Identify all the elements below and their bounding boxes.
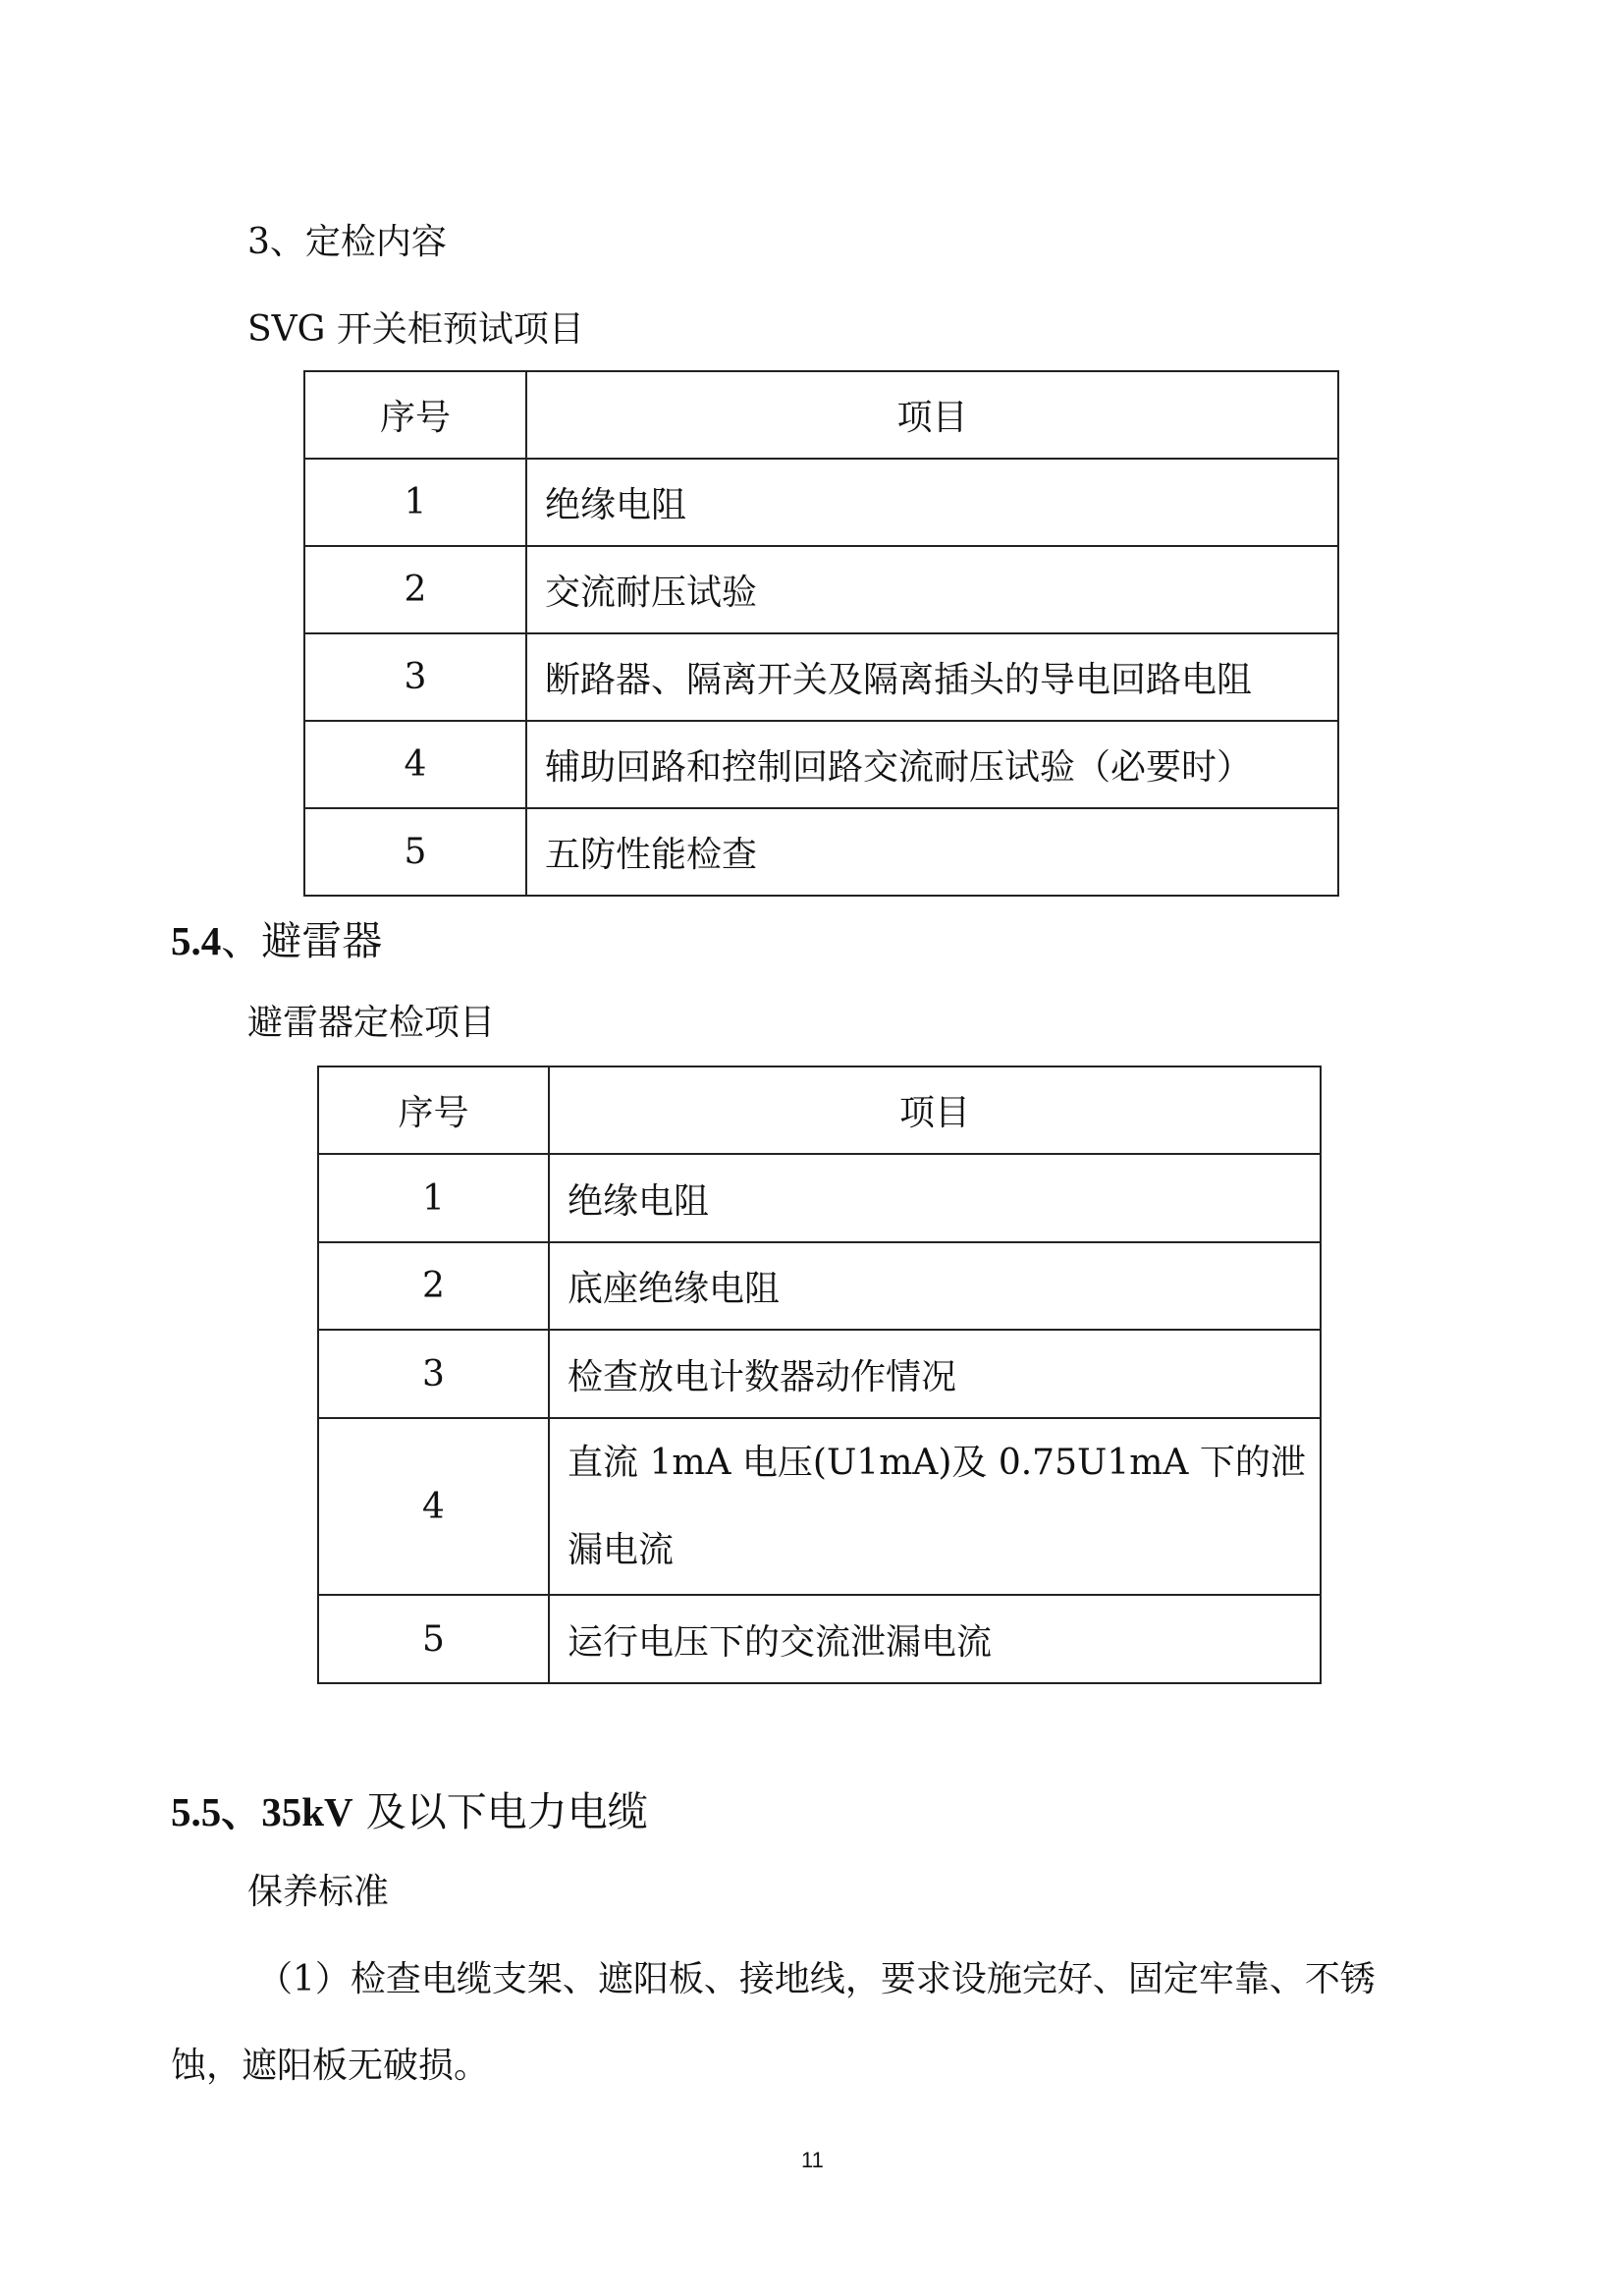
table-row xyxy=(304,808,1338,896)
maintenance-standard-label: 保养标准 xyxy=(247,1872,390,1912)
table-row xyxy=(304,721,1338,808)
section-number: 5.5、35kV xyxy=(171,1789,353,1834)
section-number: 5.4 xyxy=(171,918,222,963)
page-number: 11 xyxy=(801,2148,824,2172)
row-number: 4 xyxy=(318,1418,549,1595)
table-row xyxy=(318,1154,1321,1242)
column-header-item: 项目 xyxy=(549,1066,1321,1154)
svg-test-table xyxy=(303,370,1339,897)
table-row xyxy=(304,459,1338,546)
row-item: 绝缘电阻 xyxy=(526,459,1338,546)
row-item: 绝缘电阻 xyxy=(549,1154,1321,1242)
row-item: 底座绝缘电阻 xyxy=(549,1242,1321,1330)
section-5-4-heading xyxy=(171,908,382,966)
column-header-no: 序号 xyxy=(318,1066,549,1154)
arrester-table-caption: 避雷器定检项目 xyxy=(247,1003,496,1043)
table-row xyxy=(318,1330,1321,1418)
table-header-row xyxy=(318,1066,1321,1154)
table-row xyxy=(304,633,1338,721)
table-header-row xyxy=(304,371,1338,459)
paragraph-1: （1）检查电缆支架、遮阳板、接地线，要求设施完好、固定牢靠、不锈 xyxy=(257,1959,1376,1999)
row-number: 5 xyxy=(318,1595,549,1683)
row-number: 1 xyxy=(318,1154,549,1242)
section-title: 、避雷器 xyxy=(221,917,383,964)
table-row xyxy=(318,1418,1321,1595)
row-item: 断路器、隔离开关及隔离插头的导电回路电阻 xyxy=(526,633,1338,721)
row-number: 2 xyxy=(318,1242,549,1330)
column-header-item: 项目 xyxy=(526,371,1338,459)
section-title: 及以下电力电缆 xyxy=(352,1788,648,1835)
row-number: 2 xyxy=(304,546,526,633)
row-number: 1 xyxy=(304,459,526,546)
row-item: 直流 1mA 电压(U1mA)及 0.75U1mA 下的泄漏电流 xyxy=(549,1418,1321,1595)
row-number: 3 xyxy=(304,633,526,721)
row-number: 5 xyxy=(304,808,526,896)
column-header-no: 序号 xyxy=(304,371,526,459)
row-item: 交流耐压试验 xyxy=(526,546,1338,633)
paragraph-1-continued: 蚀，遮阳板无破损。 xyxy=(171,2046,490,2086)
section-5-5-heading xyxy=(171,1779,648,1837)
table-row xyxy=(318,1242,1321,1330)
section-3-heading: 3、定检内容 xyxy=(247,222,447,262)
svg-table-caption: SVG 开关柜预试项目 xyxy=(247,309,584,350)
row-number: 3 xyxy=(318,1330,549,1418)
row-item: 辅助回路和控制回路交流耐压试验（必要时） xyxy=(526,721,1338,808)
table-row xyxy=(304,546,1338,633)
table-row xyxy=(318,1595,1321,1683)
row-item: 检查放电计数器动作情况 xyxy=(549,1330,1321,1418)
row-item: 五防性能检查 xyxy=(526,808,1338,896)
arrester-test-table xyxy=(317,1066,1322,1684)
row-number: 4 xyxy=(304,721,526,808)
row-item: 运行电压下的交流泄漏电流 xyxy=(549,1595,1321,1683)
